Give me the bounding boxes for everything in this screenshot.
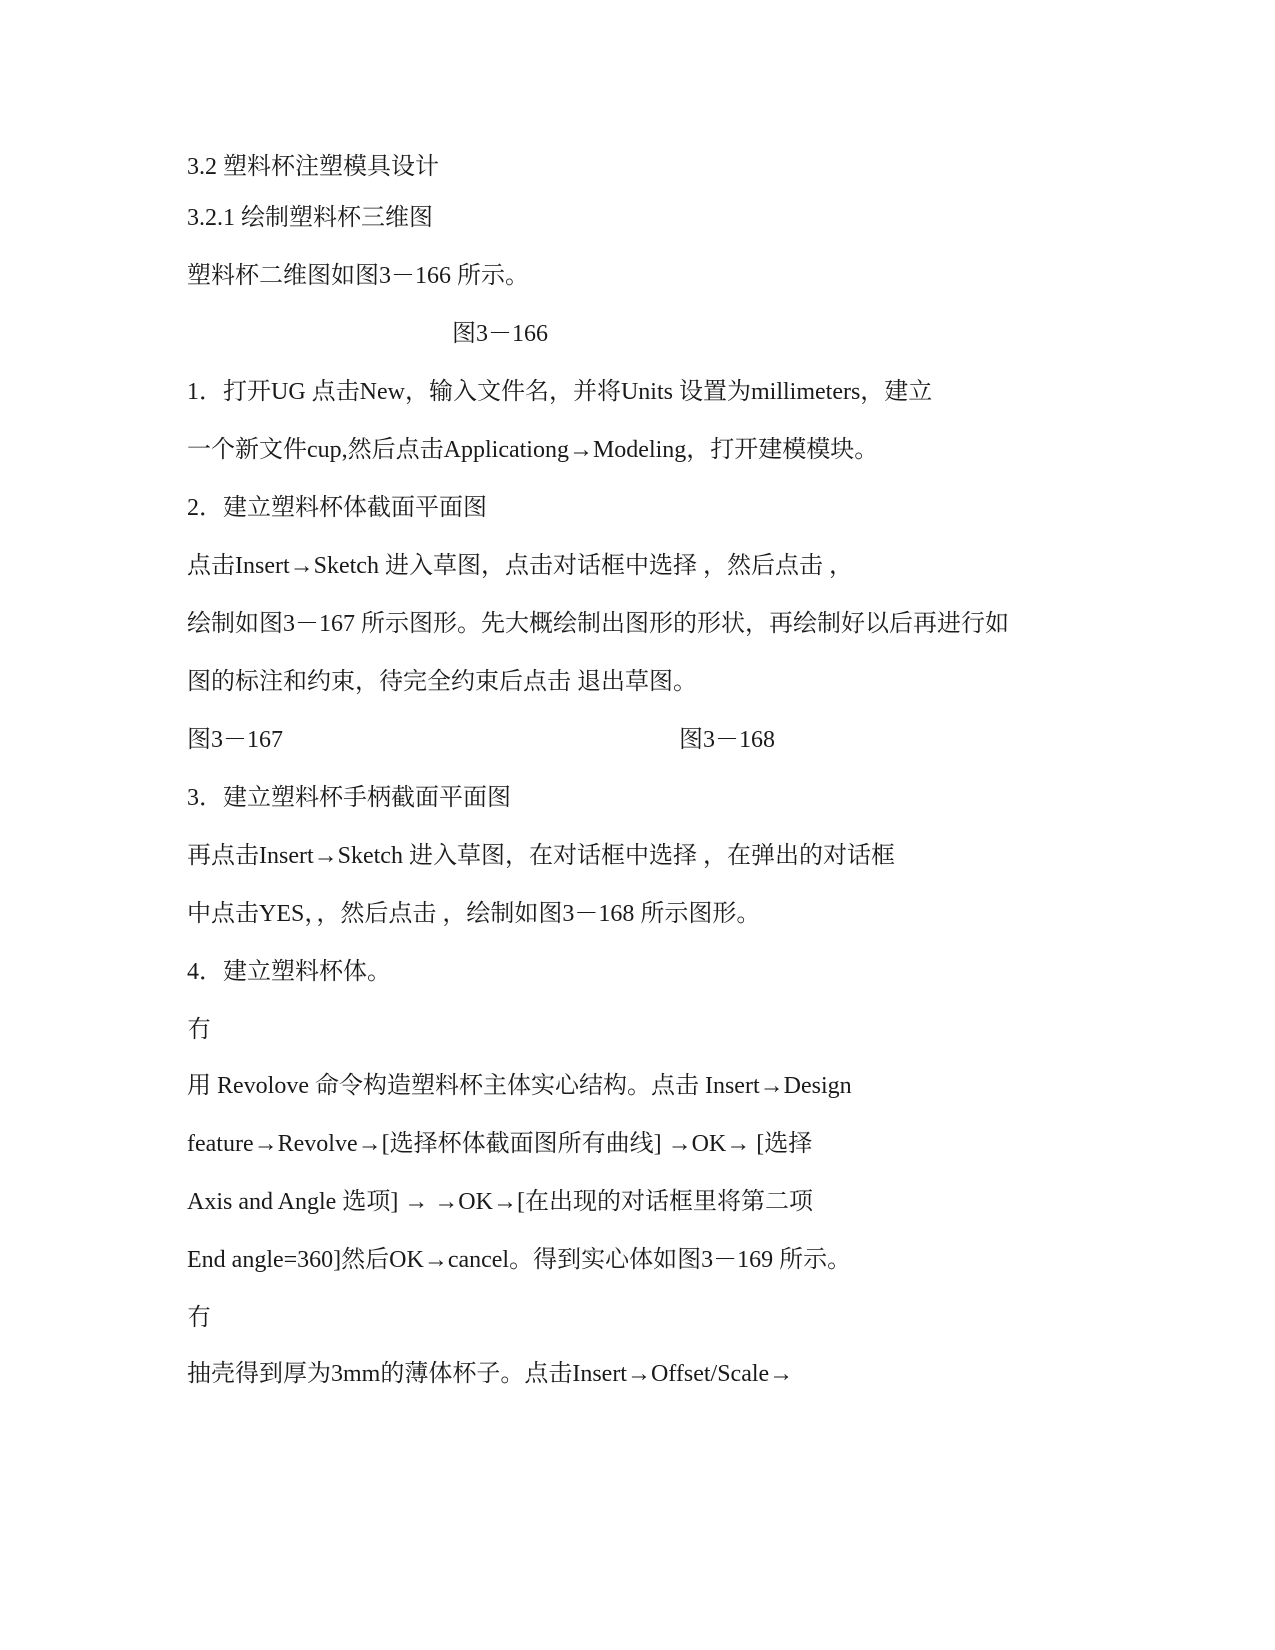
paragraph-line: 再点击Insert→Sketch 进入草图，在对话框中选择 ，在弹出的对话框 bbox=[187, 843, 895, 869]
paragraph-line: Axis and Angle 选项] → →OK→[在出现的对话框里将第二项 bbox=[187, 1189, 813, 1215]
step-line: 4．建立塑料杯体。 bbox=[187, 959, 391, 985]
figure-caption: 图3－166 bbox=[452, 321, 548, 347]
paragraph-line: 图的标注和约束，待完全约束后点击 退出草图。 bbox=[187, 669, 697, 695]
paragraph-line: 绘制如图3－167 所示图形。先大概绘制出图形的形状，再绘制好以后再进行如 bbox=[187, 611, 1009, 637]
paragraph-line: 冇 bbox=[187, 1017, 211, 1043]
paragraph-line: 冇 bbox=[187, 1305, 211, 1331]
section-heading: 3.2 塑料杯注塑模具设计 bbox=[187, 154, 439, 180]
paragraph-line: 一个新文件cup,然后点击Applicationg→Modeling，打开建模模块。 bbox=[187, 437, 879, 463]
paragraph-line: End angle=360]然后OK→cancel。得到实心体如图3－169 所示。 bbox=[187, 1247, 852, 1273]
paragraph-line: 抽壳得到厚为3mm的薄体杯子。点击Insert→Offset/Scale→ bbox=[187, 1361, 794, 1387]
step-line: 3．建立塑料杯手柄截面平面图 bbox=[187, 785, 511, 811]
paragraph-line: 点击Insert→Sketch 进入草图，点击对话框中选择 ，然后点击 ， bbox=[187, 553, 853, 579]
figure-caption: 图3－167 bbox=[187, 727, 283, 753]
paragraph-line: 用 Revolove 命令构造塑料杯主体实心结构。点击 Insert→Design bbox=[187, 1073, 852, 1099]
subsection-heading: 3.2.1 绘制塑料杯三维图 bbox=[187, 205, 433, 231]
step-line: 2．建立塑料杯体截面平面图 bbox=[187, 495, 487, 521]
step-line: 1．打开UG 点击New，输入文件名，并将Units 设置为millimeters，建立 bbox=[187, 379, 933, 405]
paragraph-line: 塑料杯二维图如图3－166 所示。 bbox=[187, 263, 529, 289]
paragraph-line: feature→Revolve→[选择杯体截面图所有曲线] →OK→ [选择 bbox=[187, 1131, 813, 1157]
figure-caption: 图3－168 bbox=[679, 727, 775, 753]
paragraph-line: 中点击YES，，然后点击 ，绘制如图3－168 所示图形。 bbox=[187, 901, 761, 927]
